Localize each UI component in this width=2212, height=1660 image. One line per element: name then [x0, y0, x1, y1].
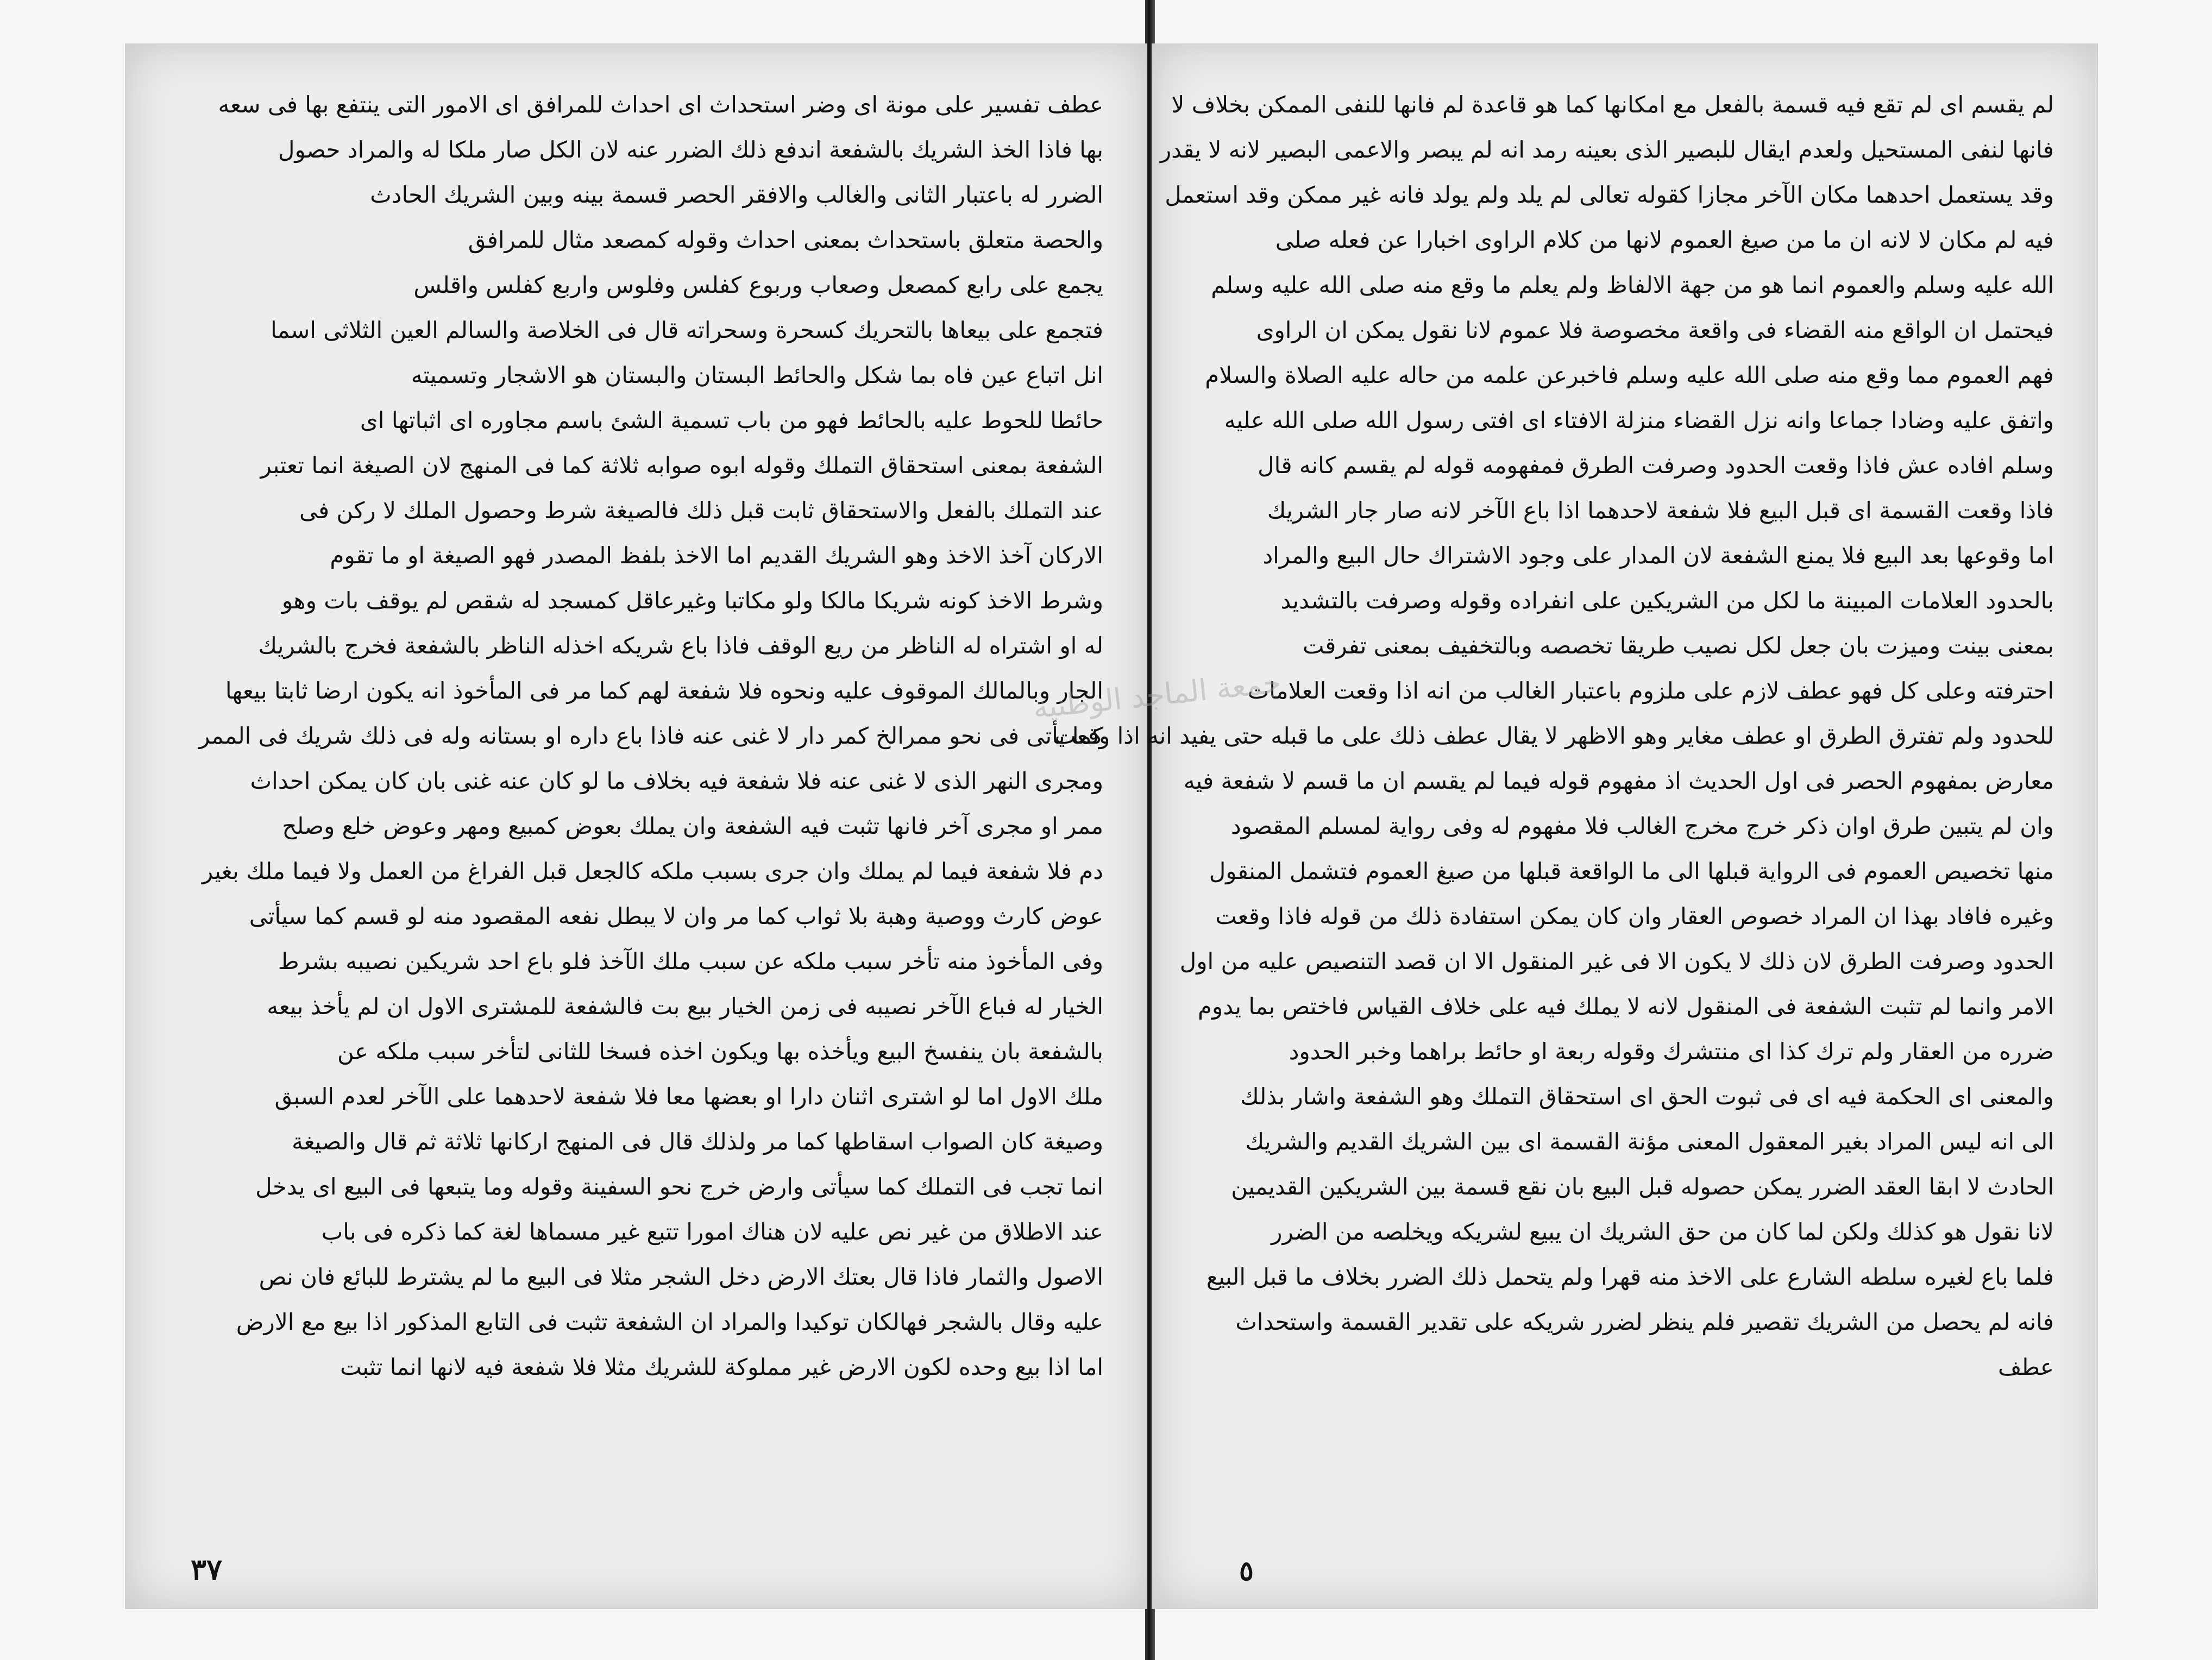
- left-text-line: عند التملك بالفعل والاستحقاق ثابت قبل ذلك فالصيغة شرط وحصول الملك لا ركن فى: [299, 497, 1103, 524]
- left-text-line: الاصول والثمار فاذا قال بعتك الارض دخل الشجر مثلا فى البيع ما لم يشترط للبائع فان نص: [259, 1263, 1103, 1290]
- left-text-line: ومجرى النهر الذى لا غنى عنه فلا شفعة فيه بخلاف ما لو كان عنه غنى بان كان يمكن احداث: [250, 768, 1103, 794]
- right-text-line: فيه لم مكان لا لانه ان ما من صيغ العموم لانها من كلام الراوى اخبارا عن فعله صلى: [1275, 227, 2054, 253]
- left-text-line: الخيار له فباع الآخر نصيبه فى زمن الخيار بيع بت فالشفعة للمشترى الاول ان لم يأخذ بيعه: [267, 993, 1103, 1020]
- right-text-line: بمعنى بينت وميزت بان جعل لكل نصيب طريقا تخصصه وبالتخفيف بمعنى تفرقت: [1303, 632, 2054, 659]
- left-text-line: وفى المأخوذ منه تأخر سبب ملكه عن سبب ملك الآخذ فلو باع احد شريكين نصيبه بشرط: [278, 948, 1103, 974]
- right-text-line: عطف: [1998, 1354, 2054, 1380]
- right-text-line: فانه لم يحصل من الشريك تقصير فلم ينظر لضرر شريكه على تقدير القسمة واستحداث: [1235, 1309, 2054, 1335]
- left-text-line: عليه وقال بالشجر فهالكان توكيدا والمراد ان الشفعة تثبت فى التابع المذكور اذا بيع مع الارض: [236, 1309, 1103, 1335]
- right-text-line: وسلم افاده عش فاذا وقعت الحدود وصرفت الطرق فمفهومه قوله لم يقسم كانه قال: [1258, 452, 2054, 479]
- left-text-line: انل اتباع عين فاه بما شكل والحائط البستان والبستان هو الاشجار وتسميته: [411, 362, 1103, 388]
- right-text-line: فهم العموم مما وقع منه صلى الله عليه وسلم فاخبرعن علمه من حاله عليه الصلاة والسلام: [1205, 362, 2054, 388]
- left-text-line: دم فلا شفعة فيما لم يملك وان جرى بسبب ملكه كالجعل قبل الفراغ من العمل ولا فيما ملك بغير: [202, 858, 1103, 884]
- right-text-line: لم يقسم اى لم تقع فيه قسمة بالفعل مع امكانها كما هو قاعدة لم فانها للنفى الممكن بخلاف لا: [1171, 91, 2054, 118]
- right-text-line: للحدود ولم تفترق الطرق او عطف مغاير وهو الاظهر لا يقال عطف ذلك على ما قبله حتى يفيد انه اذا وقعت: [1054, 722, 2054, 749]
- left-text-line: الاركان آخذ الاخذ وهو الشريك القديم اما الاخذ بلفظ المصدر فهو الصيغة او ما تقوم: [330, 542, 1103, 569]
- left-text-line: الشفعة بمعنى استحقاق التملك وقوله ابوه صوابه ثلاثة كما فى المنهج لان الصيغة انما تعتبر: [260, 452, 1103, 479]
- right-text-line: فلما باع لغيره سلطه الشارع على الاخذ منه قهرا ولم يتحمل ذلك الضرر بخلاف ما قبل البيع: [1206, 1263, 2054, 1290]
- left-text-line: عطف تفسير على مونة اى وضر استحداث اى احداث للمرافق اى الامور التى ينتفع بها فى سعه: [218, 91, 1103, 118]
- right-text-line: منها تخصيص العموم فى الرواية قبلها الى ما الواقعة قبلها من صيغ العموم فتشمل المنقول: [1209, 858, 2054, 884]
- right-text-line: وغيره فافاد بهذا ان المراد خصوص العقار وان كان يمكن استفادة ذلك من قوله فاذا وقعت: [1215, 903, 2054, 929]
- left-text-line: وصيغة كان الصواب اسقاطها كما مر ولذلك قال فى المنهج اركانها ثلاثة ثم قال والصيغة: [292, 1128, 1103, 1155]
- right-text-line: الله عليه وسلم والعموم انما هو من جهة الالفاظ ولم يعلم ما وقع منه صلى الله عليه وسلم: [1211, 272, 2054, 298]
- right-text-line: وقد يستعمل احدهما مكان الآخر مجازا كقوله تعالى لم يلد ولم يولد فانه غير ممكن وقد استعمل: [1165, 181, 2054, 208]
- right-text-line: فيحتمل ان الواقع منه القضاء فى واقعة مخصوصة فلا عموم لانا نقول يمكن ان الراوى: [1256, 317, 2054, 343]
- left-text-line: له او اشتراه له الناظر من ريع الوقف فاذا باع شريكه اخذله الناظر بالشفعة فخرج بالشريك: [258, 632, 1103, 659]
- right-text-line: لانا نقول هو كذلك ولكن لما كان من حق الشريك ان يبيع لشريكه ويخلصه من الضرر: [1271, 1218, 2054, 1245]
- left-text-line: اما اذا بيع وحده لكون الارض غير مملوكة للشريك مثلا فلا شفعة فيه لانها انما تثبت: [340, 1354, 1103, 1380]
- left-text-line: يجمع على رابع كمصعل وصعاب وربوع كفلس وفلوس واربع كفلس واقلس: [413, 272, 1103, 298]
- right-text-line: اما وقوعها بعد البيع فلا يمنع الشفعة لان المدار على وجود الاشتراك حال البيع والمراد: [1262, 542, 2054, 569]
- left-text-line: انما تجب فى التملك كما سيأتى وارض خرج نحو السفينة وقوله وما يتبعها فى البيع اى يدخل: [255, 1173, 1103, 1200]
- right-page-catchword: ٥: [1239, 1555, 1254, 1587]
- left-text-line: ممر او مجرى آخر فانها تثبت فيه الشفعة وان يملك بعوض كمبيع ومهر وعوض خلع وصلح: [282, 813, 1103, 839]
- right-text-line: واتفق عليه وضادا جماعا وانه نزل القضاء منزلة الافتاء اى افتى رسول الله صلى الله عليه: [1224, 407, 2054, 433]
- left-text-line: حائطا للحوط عليه بالحائط فهو من باب تسمية الشئ باسم مجاوره اى اثباتها اى: [360, 407, 1103, 433]
- left-text-line: عوض كارث ووصية وهبة بلا ثواب كما مر وان لا يبطل نفعه المقصود منه لو قسم كما سيأتى: [249, 903, 1103, 929]
- left-text-line: والحصة متعلق باستحداث بمعنى احداث وقوله كمصعد مثال للمرافق: [468, 227, 1103, 253]
- left-text-line: وشرط الاخذ كونه شريكا مالكا ولو مكاتبا وغيرعاقل كمسجد له شقص لم يوقف بات وهو: [281, 587, 1103, 614]
- left-text-line: ملك الاول اما لو اشترى اثنان دارا او بعضها معا فلا شفعة لاحدهما على الآخر لعدم السبق: [274, 1083, 1103, 1110]
- right-text-line: فانها لنفى المستحيل ولعدم ايقال للبصير الذى بعينه رمد انه لم يبصر والاعمى البصير لانه لا يقدر: [1160, 136, 2054, 163]
- right-text-line: الامر وانما لم تثبت الشفعة فى المنقول لانه لا يملك فيه على خلاف القياس فاختص بما يدوم: [1198, 993, 2054, 1020]
- right-text-line: بالحدود العلامات المبينة ما لكل من الشريكين على انفراده وقوله وصرفت بالتشديد: [1280, 587, 2054, 614]
- right-page: [1054, 43, 2098, 1609]
- right-text-line: الحدود وصرفت الطرق لان ذلك لا يكون الا فى غير المنقول الا ان قصد التنصيص عليه من اول: [1179, 948, 2054, 974]
- right-text-line: معارض بمفهوم الحصر فى اول الحديث اذ مفهوم قوله فيما لم يقسم ان ما قسم لا شفعة فيه: [1183, 768, 2054, 794]
- right-text-line: الى انه ليس المراد بغير المعقول المعنى مؤنة القسمة اى بين الشريك القديم والشريك: [1245, 1128, 2054, 1155]
- right-text-line: احترفته وعلى كل فهو عطف لازم على ملزوم باعتبار الغالب من انه اذا وقعت العلامات: [1247, 677, 2054, 704]
- left-text-line: فتجمع على بيعاها بالتحريك كسحرة وسحراته قال فى الخلاصة والسالم العين الثلاثى اسما: [270, 317, 1103, 343]
- library-watermark: جمعة الماجد الوطنية: [1031, 665, 1283, 725]
- right-text-line: وان لم يتبين طرق اوان ذكر خرج مخرج الغالب فلا مفهوم له وفى رواية لمسلم المقصود: [1231, 813, 2054, 839]
- left-page-number: ٣٧: [191, 1552, 223, 1587]
- left-text-line: الضرر له باعتبار الثانى والغالب والافقر الحصر قسمة بينه وبين الشريك الحادث: [370, 181, 1103, 208]
- right-text-line: والمعنى اى الحكمة فيه اى فى ثبوت الحق اى استحقاق التملك وهو الشفعة واشار بذلك: [1240, 1083, 2054, 1110]
- left-page: [125, 43, 1147, 1609]
- right-text-line: فاذا وقعت القسمة اى قبل البيع فلا شفعة لاحدهما اذا باع الآخر لانه صار جار الشريك: [1267, 497, 2054, 524]
- left-text-line: عند الاطلاق من غير نص عليه لان هناك امورا تتبع غير مسماها لغة كما ذكره فى باب: [321, 1218, 1103, 1245]
- left-text-line: الجار وبالمالك الموقوف عليه ونحوه فلا شفعة لهم كما مر فى المأخوذ انه يكون ارضا ثابتا بيعها: [225, 677, 1103, 704]
- left-page-text: [169, 82, 1103, 1389]
- left-text-line: كما يأتى فى نحو ممرالخ كمر دار لا غنى عنه فاذا باع داره او بستانه وله فى ذلك شريك فى الممر: [199, 722, 1103, 749]
- left-text-line: بها فاذا الخذ الشريك بالشفعة اندفع ذلك الضرر عنه لان الكل صار ملكا له والمراد حصول: [278, 136, 1103, 163]
- right-text-line: ضرره من العقار ولم ترك كذا اى منتشرك وقوله ربعة او حائط براهما وخبر الحدود: [1289, 1038, 2054, 1065]
- right-text-line: الحادث لا ابقا العقد الضرر يمكن حصوله قبل البيع بان نقع قسمة بين الشريكين القديمين: [1231, 1173, 2054, 1200]
- left-text-line: بالشفعة بان ينفسخ البيع ويأخذه بها ويكون اخذه فسخا للثانى لتأخر سبب ملكه عن: [337, 1038, 1103, 1065]
